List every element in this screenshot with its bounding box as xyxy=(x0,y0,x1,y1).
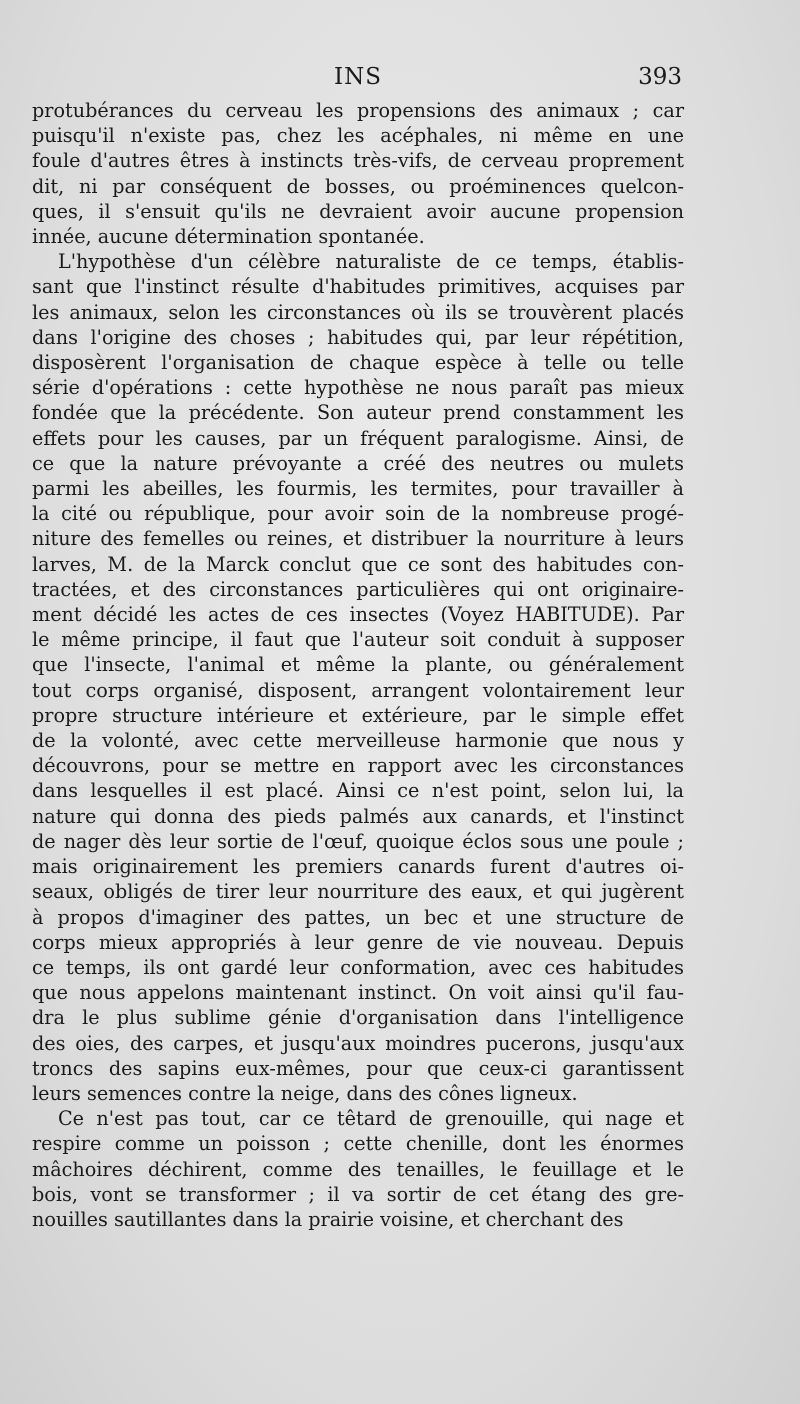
text-line: dans l'origine des choses ; habitudes qui, par leur répétition, xyxy=(32,325,684,349)
text-line: de la volonté, avec cette merveilleuse harmonie que nous y xyxy=(32,729,684,753)
text-line: série d'opérations : cette hypothèse ne nous paraît pas mieux xyxy=(32,376,684,400)
text-line: les animaux, selon les circonstances où ils se trouvèrent placés xyxy=(32,300,684,324)
text-line: dra le plus sublime génie d'organisation dans l'intelligence xyxy=(32,1006,684,1030)
text-line: dit, ni par conséquent de bosses, ou proéminences quelcon- xyxy=(32,174,684,198)
text-line: tractées, et des circonstances particulières qui ont originaire- xyxy=(32,577,684,601)
text-line: leurs semences contre la neige, dans des cônes ligneux. xyxy=(32,1081,578,1105)
text-line: des oies, des carpes, et jusqu'aux moindres pucerons, jusqu'aux xyxy=(32,1031,684,1055)
paragraph xyxy=(32,1106,684,1232)
text-line: que l'insecte, l'animal et même la plante, ou généralement xyxy=(32,653,684,677)
text-line: nouilles sautillantes dans la prairie voisine, et cherchant des xyxy=(32,1207,624,1231)
page-number: 393 xyxy=(638,64,682,90)
text-line: larves, M. de la Marck conclut que ce sont des habitudes con- xyxy=(32,552,684,576)
text-line: de nager dès leur sortie de l'œuf, quoique éclos sous une poule ; xyxy=(32,829,684,853)
text-line: effets pour les causes, par un fréquent paralogisme. Ainsi, de xyxy=(32,426,684,450)
text-line: ce temps, ils ont gardé leur conformation, avec ces habitudes xyxy=(32,955,684,979)
text-line: découvrons, pour se mettre en rapport avec les circonstances xyxy=(32,754,684,778)
text-line: puisqu'il n'existe pas, chez les acéphales, ni même en une xyxy=(32,124,684,148)
body-text xyxy=(32,98,684,1232)
text-line: ment décidé les actes de ces insectes (Voyez HABITUDE). Par xyxy=(32,603,684,627)
text-line: troncs des sapins eux-mêmes, pour que ceux-ci garantissent xyxy=(32,1056,684,1080)
text-line: foule d'autres êtres à instincts très-vifs, de cerveau proprement xyxy=(32,149,684,173)
text-line: propre structure intérieure et extérieure, par le simple effet xyxy=(32,703,684,727)
text-line: nature qui donna des pieds palmés aux canards, et l'instinct xyxy=(32,804,684,828)
text-line: ce que la nature prévoyante a créé des neutres ou mulets xyxy=(32,451,684,475)
text-line: sant que l'instinct résulte d'habitudes primitives, acquises par xyxy=(32,275,684,299)
text-line: niture des femelles ou reines, et distribuer la nourriture à leurs xyxy=(32,527,684,551)
text-line: tout corps organisé, disposent, arrangent volontairement leur xyxy=(32,678,684,702)
text-line: seaux, obligés de tirer leur nourriture des eaux, et qui jugèrent xyxy=(32,880,684,904)
text-line: à propos d'imaginer des pattes, un bec et une structure de xyxy=(32,905,684,929)
text-line: dans lesquelles il est placé. Ainsi ce n'est point, selon lui, la xyxy=(32,779,684,803)
text-line: bois, vont se transformer ; il va sortir de cet étang des gre- xyxy=(32,1182,684,1206)
text-line: Ce n'est pas tout, car ce têtard de grenouille, qui nage et xyxy=(58,1107,684,1131)
page-header xyxy=(34,64,682,98)
paragraph xyxy=(32,98,684,249)
text-line: le même principe, il faut que l'auteur soit conduit à supposer xyxy=(32,628,684,652)
text-line: mais originairement les premiers canards furent d'autres oi- xyxy=(32,855,684,879)
text-line: L'hypothèse d'un célèbre naturaliste de ce temps, établis- xyxy=(58,250,684,274)
text-line: fondée que la précédente. Son auteur prend constamment les xyxy=(32,401,684,425)
text-line: respire comme un poisson ; cette chenille, dont les énormes xyxy=(32,1132,684,1156)
text-line: protubérances du cerveau les propensions des animaux ; car xyxy=(32,99,684,122)
text-line: parmi les abeilles, les fourmis, les termites, pour travailler à xyxy=(32,477,684,501)
paragraph xyxy=(32,249,684,1106)
text-line: mâchoires déchirent, comme des tenailles, le feuillage et le xyxy=(32,1157,684,1181)
text-line: que nous appelons maintenant instinct. On voit ainsi qu'il fau- xyxy=(32,981,684,1005)
text-line: corps mieux appropriés à leur genre de vie nouveau. Depuis xyxy=(32,930,684,954)
text-line: disposèrent l'organisation de chaque espèce à telle ou telle xyxy=(32,351,684,375)
text-line: la cité ou république, pour avoir soin de la nombreuse progé- xyxy=(32,502,684,526)
text-line: innée, aucune détermination spontanée. xyxy=(32,225,425,249)
running-head: INS xyxy=(334,64,382,90)
text-line: ques, il s'ensuit qu'ils ne devraient avoir aucune propension xyxy=(32,199,684,223)
